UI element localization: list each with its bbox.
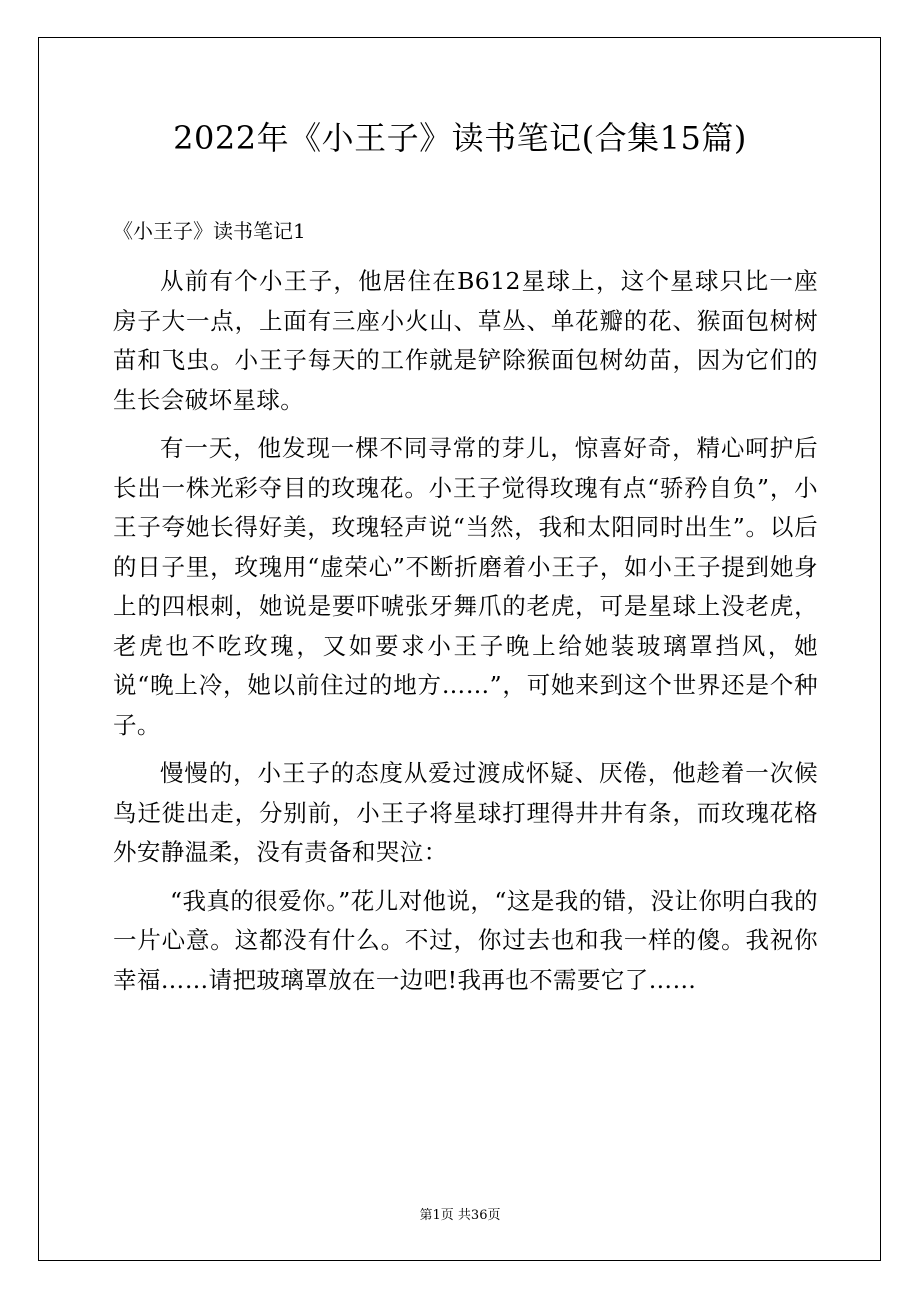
page-number-footer: 第1页 共36页	[419, 1208, 501, 1223]
document-title: 2022年《小王子》读书笔记(合集15篇)	[173, 119, 747, 157]
paragraph-quote: “我真的很爱你。”花儿对他说，“这是我的错，没让你明白我的一片心意。这都没有什么。不过，你过去也和我一样的傻。我祝你幸福……请把玻璃罩放在一边吧!我再也不需要它了……	[113, 886, 818, 994]
document-body	[113, 262, 818, 1000]
paragraph: 有一天，他发现一棵不同寻常的芽儿，惊喜好奇，精心呵护后长出一株光彩夺目的玫瑰花。小王子觉得玫瑰有点“骄矜自负”，小王子夸她长得好美，玫瑰轻声说“当然，我和太阳同时出生”。以后的日子里，玫瑰用“虚荣心”不断折磨着小王子，如小王子提到她身上的四根刺，她说是要吓唬张牙舞爪的老虎，可是星球上没老虎，老虎也不吃玫瑰，又如要求小王子晚上给她装玻璃罩挡风，她说“晚上冷，她以前住过的地方……”，可她来到这个世界还是个种子。	[113, 434, 818, 739]
paragraph: 从前有个小王子，他居住在B612星球上，这个星球只比一座房子大一点，上面有三座小火山、草丛、单花瓣的花、猴面包树树苗和飞虫。小王子每天的工作就是铲除猴面包树幼苗，因为它们的生长会破坏星球。	[113, 267, 818, 414]
section-heading: 《小王子》读书笔记1	[113, 219, 306, 243]
paragraph: 慢慢的，小王子的态度从爱过渡成怀疑、厌倦，他趁着一次候鸟迁徙出走，分别前，小王子将星球打理得井井有条，而玫瑰花格外安静温柔，没有责备和哭泣：	[113, 759, 818, 866]
